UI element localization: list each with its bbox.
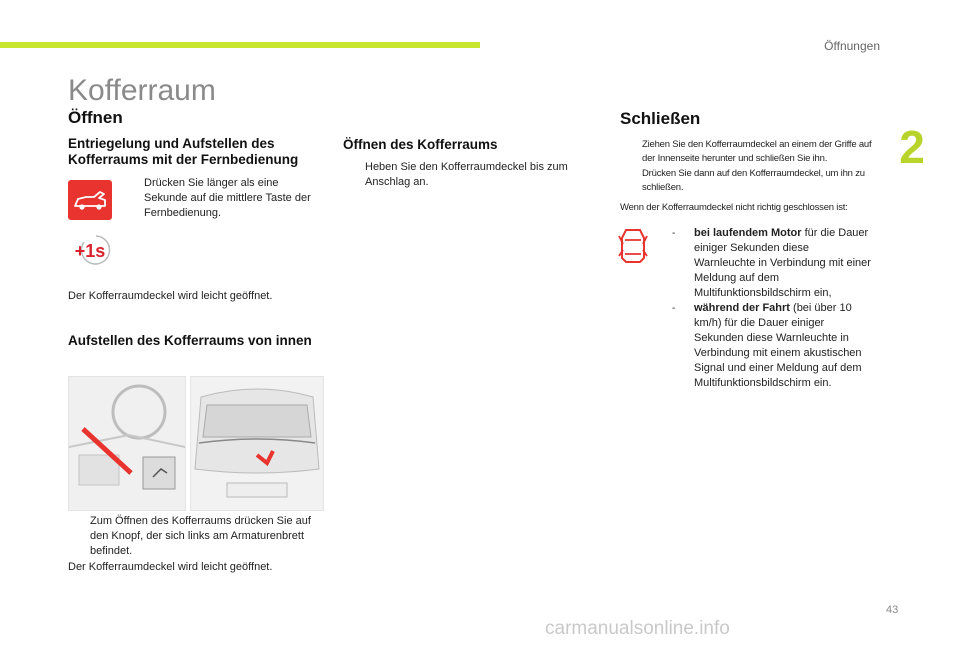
plus-1s-icon bbox=[68, 232, 114, 268]
inside-result: Der Kofferraumdeckel wird leicht geöffnet. bbox=[68, 561, 273, 573]
case-driving-strong: während der Fahrt bbox=[694, 302, 790, 314]
accent-bar bbox=[0, 42, 480, 48]
page-title: Kofferraum bbox=[68, 74, 216, 107]
trunk-open-bullet-text: Heben Sie den Kofferraumdeckel bis zum Anschlag an. bbox=[365, 161, 568, 188]
dashboard-photo bbox=[68, 376, 186, 511]
trunk-open-icon bbox=[68, 180, 112, 220]
trunk-open-bullet bbox=[343, 160, 593, 190]
remote-bullet-text: Drücken Sie länger als eine Sekunde auf die mittlere Taste der Fernbedienung. bbox=[144, 177, 311, 219]
section-name: Öffnungen bbox=[824, 39, 880, 53]
case-driving: - während der Fahrt (bei über 10 km/h) für die Dauer einiger Sekunden diese Warnleuchte in Verbindung mit einem akustischen Signal und einer Meldung auf dem Multifunktionsbildschirm ein. bbox=[672, 302, 862, 389]
bullet-mark bbox=[620, 167, 634, 195]
bullet-mark bbox=[68, 514, 82, 559]
remote-bullet bbox=[122, 176, 312, 221]
inside-bullet-text: Zum Öffnen des Kofferraums drücken Sie auf den Knopf, der sich links am Armaturenbrett befindet. bbox=[90, 515, 311, 557]
close-heading: Schließen bbox=[620, 109, 701, 128]
page-number: 43 bbox=[886, 604, 899, 616]
remote-result: Der Kofferraumdeckel wird leicht geöffnet. bbox=[68, 290, 273, 302]
trunk-open-title: Öffnen des Kofferraums bbox=[343, 137, 498, 152]
remote-title: Entriegelung und Aufstellen des Kofferraums mit der Fernbedienung bbox=[68, 136, 299, 167]
close-note: Wenn der Kofferraumdeckel nicht richtig geschlossen ist: bbox=[620, 202, 848, 213]
trunk-lid-photo bbox=[190, 376, 324, 511]
bullet-mark bbox=[122, 176, 136, 221]
inside-bullet bbox=[68, 514, 318, 559]
close-cases bbox=[672, 226, 872, 391]
close-bullet-2 bbox=[620, 167, 876, 195]
chapter-number: 2 bbox=[899, 121, 925, 173]
bullet-mark bbox=[620, 138, 634, 166]
bullet-mark bbox=[343, 160, 357, 190]
inside-title: Aufstellen des Kofferraums von innen bbox=[68, 333, 312, 348]
close-bullet-1 bbox=[620, 138, 876, 166]
case-engine-running-strong: bei laufendem Motor bbox=[694, 227, 802, 239]
open-heading: Öffnen bbox=[68, 108, 123, 127]
plus-1s-badge: +1s bbox=[74, 241, 106, 261]
trunk-open-warning-icon bbox=[615, 226, 651, 266]
close-bullet-1-text: Ziehen Sie den Kofferraumdeckel an einem der Griffe auf der Innenseite herunter und schließen Sie ihn. bbox=[642, 139, 872, 164]
close-bullet-2-text: Drücken Sie dann auf den Kofferraumdeckel, um ihn zu schließen. bbox=[642, 168, 865, 193]
watermark: carmanualsonline.info bbox=[545, 618, 730, 639]
case-engine-running: - bei laufendem Motor für die Dauer einiger Sekunden diese Warnleuchte in Verbindung mit einer Meldung auf dem Multifunktionsbildschirm ein, bbox=[672, 227, 871, 299]
